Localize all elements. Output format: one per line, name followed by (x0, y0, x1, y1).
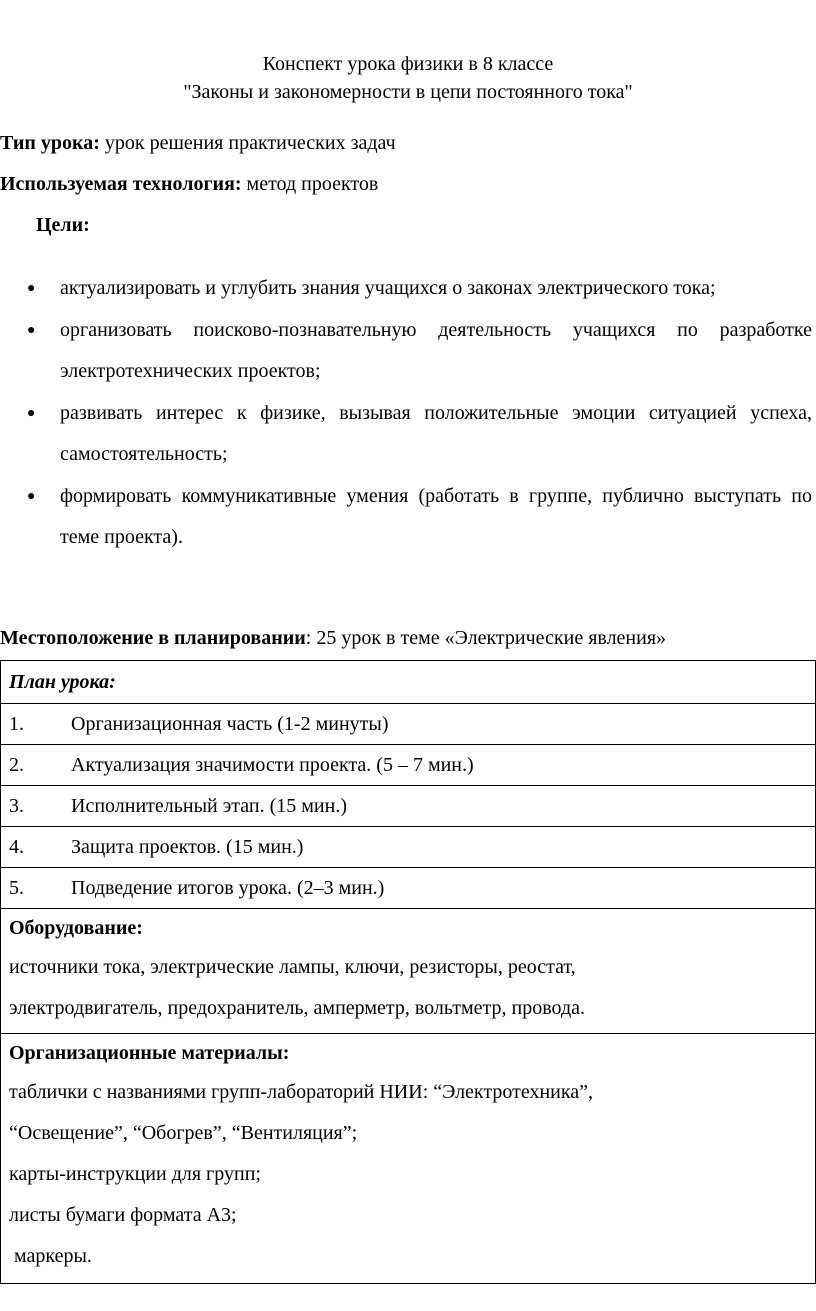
step-number: 3. (9, 795, 24, 817)
list-item (0, 310, 816, 392)
equipment-heading: Оборудование: (9, 917, 143, 939)
title-line-2: "Законы и закономерности в цепи постоянного тока" (183, 81, 633, 103)
bullet-icon: ● (27, 406, 36, 421)
bullet-icon: ● (27, 323, 36, 338)
technology-value: метод проектов (241, 173, 379, 195)
plan-step (1, 786, 816, 827)
step-text: Актуализация значимости проекта. (5 – 7 мин.) (71, 754, 474, 776)
materials-heading: Организационные материалы: (9, 1042, 290, 1064)
location-line (0, 624, 666, 652)
equipment-cell (1, 909, 816, 1034)
goal-text: актуализировать и углубить знания учащихся о законах электрического тока; (60, 277, 716, 299)
step-text: Подведение итогов урока. (2–3 мин.) (71, 877, 385, 899)
goal-text: организовать поисково-познавательную деятельность учащихся по разработке электротехнических проектов; (60, 319, 812, 382)
goals-list (0, 268, 816, 559)
materials-line: карты-инструкции для групп; (9, 1163, 261, 1185)
plan-heading: План урока: (1, 661, 816, 704)
lesson-type-line (0, 129, 396, 157)
materials-line: таблички с названиями групп-лабораторий НИИ: “Электротехника”, (9, 1081, 594, 1103)
list-item (0, 476, 816, 558)
table-row (1, 786, 816, 827)
plan-step (1, 745, 816, 786)
materials-line: маркеры. (9, 1245, 92, 1267)
lesson-type-value: урок решения практических задач (99, 132, 396, 154)
title-line-1: Конспект урока физики в 8 классе (262, 53, 554, 75)
table-row (1, 909, 816, 1034)
table-row (1, 827, 816, 868)
plan-step (1, 704, 816, 745)
step-text: Исполнительный этап. (15 мин.) (71, 795, 347, 817)
lesson-type-label: Тип урока: (0, 132, 100, 154)
table-row (1, 1034, 816, 1284)
materials-cell (1, 1034, 816, 1284)
plan-step (1, 868, 816, 909)
table-row (1, 868, 816, 909)
plan-step (1, 827, 816, 868)
step-number: 5. (9, 877, 24, 899)
step-number: 2. (9, 754, 24, 776)
location-value: : 25 урок в теме «Электрические явления» (305, 627, 667, 649)
technology-label: Используемая технология: (0, 173, 242, 195)
step-text: Организационная часть (1-2 минуты) (71, 713, 389, 735)
equipment-line: электродвигатель, предохранитель, амперметр, вольтметр, провода. (9, 997, 585, 1019)
equipment-line: источники тока, электрические лампы, ключи, резисторы, реостат, (9, 956, 576, 978)
step-number: 1. (9, 713, 24, 735)
goal-text: развивать интерес к физике, вызывая положительные эмоции ситуацией успеха, самостоятельность; (60, 402, 812, 465)
step-number: 4. (9, 836, 24, 858)
list-item (0, 268, 816, 309)
goal-text: формировать коммуникативные умения (работать в группе, публично выступать по теме проекта). (60, 485, 812, 548)
goals-heading: Цели: (36, 214, 90, 236)
step-text: Защита проектов. (15 мин.) (71, 836, 304, 858)
table-row (1, 704, 816, 745)
location-label: Местоположение в планировании (0, 627, 306, 649)
materials-line: листы бумаги формата А3; (9, 1204, 237, 1226)
list-item (0, 393, 816, 475)
bullet-icon: ● (27, 489, 36, 504)
materials-line: “Освещение”, “Обогрев”, “Вентиляция”; (9, 1122, 358, 1144)
table-row (1, 745, 816, 786)
lesson-plan-table (0, 660, 816, 1284)
document-title (0, 50, 816, 106)
technology-line (0, 170, 378, 198)
bullet-icon: ● (27, 281, 36, 296)
